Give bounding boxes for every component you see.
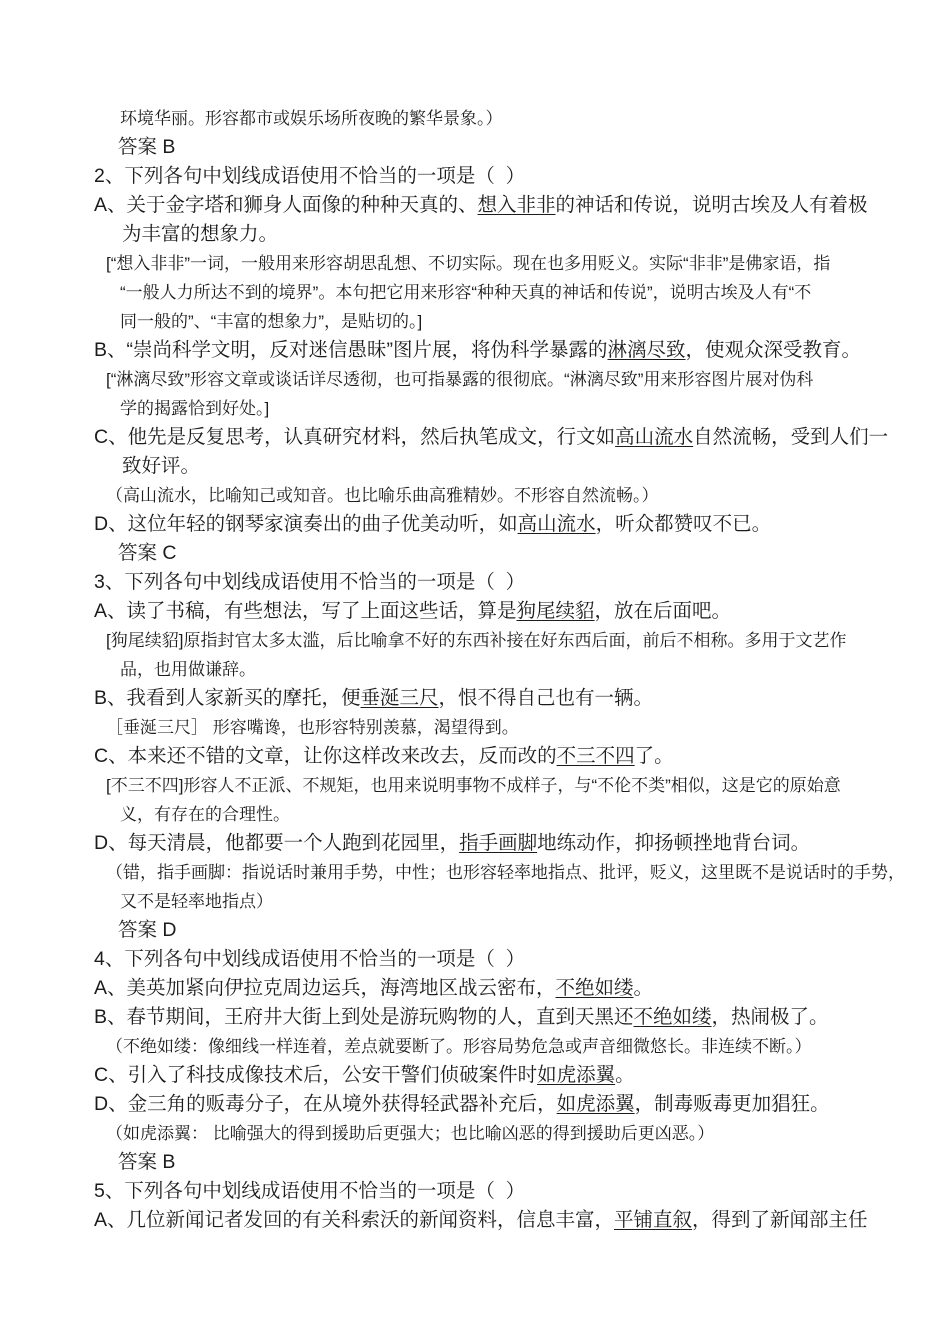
text-segment: 了。 xyxy=(634,745,674,767)
option-line xyxy=(94,336,880,365)
option-line xyxy=(94,191,880,220)
option-line xyxy=(94,423,889,452)
text-segment: 的神话和传说，说明古埃及人有着极 xyxy=(555,194,868,216)
question-stem xyxy=(94,945,880,974)
text-segment: D、金三角的贩毒分子，在从境外获得轻武器补充后， xyxy=(94,1093,557,1115)
explanation-continuation xyxy=(120,104,880,133)
option-line xyxy=(94,1061,880,1090)
underlined-idiom: 不三不四 xyxy=(556,745,635,767)
text-segment: （不绝如缕：像细线一样连着，差点就要断了。形容局势危急或声音细微悠长。非连续不断。） xyxy=(106,1037,812,1056)
text-segment: 答案 B xyxy=(118,136,176,158)
explanation-line xyxy=(106,626,880,655)
underlined-idiom: 淋漓尽致 xyxy=(607,339,686,361)
option-line xyxy=(94,1206,880,1235)
text-segment: ，恨不得自己也有一辆。 xyxy=(438,687,654,709)
option-line xyxy=(94,684,880,713)
text-segment: 。 xyxy=(615,1064,635,1086)
text-segment: [狗尾续貂]原指封官太多太滥，后比喻拿不好的东西补接在好东西后面，前后不相称。多用于文艺作 xyxy=(106,631,847,650)
text-segment: 同一般的”、“丰富的想象力”，是贴切的。] xyxy=(120,312,423,331)
text-segment: 答案 C xyxy=(118,542,177,564)
option-line xyxy=(94,510,880,539)
option-continuation xyxy=(122,452,880,481)
explanation-line xyxy=(106,771,880,800)
text-segment: 自然流畅，受到人们一 xyxy=(693,426,889,448)
explanation-continuation xyxy=(120,655,880,684)
text-segment: 2、下列各句中划线成语使用不恰当的一项是（ ） xyxy=(94,165,526,187)
text-segment: 致好评。 xyxy=(122,455,201,477)
explanation-continuation xyxy=(120,307,880,336)
underlined-idiom: 如虎添翼 xyxy=(537,1064,616,1086)
underlined-idiom: 不绝如缕 xyxy=(633,1006,712,1028)
explanation-continuation xyxy=(120,278,880,307)
text-segment: ，热闹极了。 xyxy=(711,1006,829,1028)
explanation-continuation xyxy=(120,800,880,829)
explanation-line xyxy=(106,1032,880,1061)
text-segment: A、读了书稿，有些想法，写了上面这些话，算是 xyxy=(94,600,517,622)
text-segment: 学的揭露恰到好处。] xyxy=(120,399,270,418)
answer-line xyxy=(118,916,880,945)
text-segment: [“淋漓尽致”形容文章或谈话详尽透彻，也可指暴露的很彻底。“淋漓尽致”用来形容图片展对伪科 xyxy=(106,370,814,389)
text-segment: A、关于金字塔和狮身人面像的种种天真的、 xyxy=(94,194,478,216)
underlined-idiom: 指手画脚 xyxy=(459,832,538,854)
explanation-line xyxy=(106,1119,880,1148)
text-segment: C、他先是反复思考，认真研究材料，然后执笔成文，行文如 xyxy=(94,426,616,448)
option-line xyxy=(94,1003,880,1032)
text-segment: ［垂涎三尺］ 形容嘴谗，也形容特别羡慕，渴望得到。 xyxy=(106,718,519,737)
question-stem xyxy=(94,1177,880,1206)
text-segment: 答案 D xyxy=(118,919,177,941)
text-segment: ，使观众深受教育。 xyxy=(685,339,862,361)
answer-line xyxy=(118,1148,880,1177)
text-segment: ，听众都赞叹不已。 xyxy=(595,513,772,535)
explanation-continuation xyxy=(120,394,880,423)
text-segment: （如虎添翼： 比喻强大的得到援助后更强大；也比喻凶恶的得到援助后更凶恶。） xyxy=(106,1124,715,1143)
text-segment: B、春节期间，王府井大街上到处是游玩购物的人，直到天黑还 xyxy=(94,1006,634,1028)
underlined-idiom: 不绝如缕 xyxy=(555,977,634,999)
option-line xyxy=(94,597,880,626)
explanation-line xyxy=(106,858,905,887)
answer-line xyxy=(118,539,880,568)
underlined-idiom: 高山流水 xyxy=(517,513,596,535)
text-segment: （高山流水，比喻知己或知音。也比喻乐曲高雅精妙。不形容自然流畅。） xyxy=(106,486,659,505)
explanation-line xyxy=(106,481,880,510)
text-segment: A、几位新闻记者发回的有关科索沃的新闻资料，信息丰富， xyxy=(94,1209,615,1231)
text-segment: ，放在后面吧。 xyxy=(594,600,732,622)
text-segment: B、我看到人家新买的摩托，便 xyxy=(94,687,361,709)
text-segment: A、美英加紧向伊拉克周边运兵，海湾地区战云密布， xyxy=(94,977,556,999)
underlined-idiom: 垂涎三尺 xyxy=(360,687,439,709)
text-segment: 为丰富的想象力。 xyxy=(122,223,279,245)
text-segment: 环境华丽。形容都市或娱乐场所夜晚的繁华景象。） xyxy=(120,109,503,128)
text-segment: B、“崇尚科学文明，反对迷信愚昧”图片展，将伪科学暴露的 xyxy=(94,339,608,361)
text-segment: ，得到了新闻部主任 xyxy=(692,1209,868,1231)
question-stem xyxy=(94,568,880,597)
option-line xyxy=(94,1090,880,1119)
underlined-idiom: 如虎添翼 xyxy=(556,1093,635,1115)
explanation-line xyxy=(106,365,880,394)
text-segment: D、这位年轻的钢琴家演奏出的曲子优美动听，如 xyxy=(94,513,518,535)
underlined-idiom: 高山流水 xyxy=(615,426,694,448)
underlined-idiom: 狗尾续貂 xyxy=(516,600,595,622)
text-segment: D、每天清晨，他都要一个人跑到花园里， xyxy=(94,832,460,854)
question-stem xyxy=(94,162,880,191)
explanation-line xyxy=(106,249,880,278)
text-segment: 品，也用做谦辞。 xyxy=(120,660,256,679)
option-continuation xyxy=(122,220,880,249)
option-line xyxy=(94,829,880,858)
text-segment: 地练动作，抑扬顿挫地背台词。 xyxy=(537,832,811,854)
text-segment: 义，有存在的合理性。 xyxy=(120,805,290,824)
explanation-line xyxy=(106,713,880,742)
answer-line xyxy=(118,133,880,162)
text-segment: 又不是轻率地指点） xyxy=(120,892,273,911)
text-segment: （错，指手画脚：指说话时兼用手势，中性；也形容轻率地指点、批评，贬义，这里既不是说话时的手势， xyxy=(106,863,905,882)
underlined-idiom: 想入非非 xyxy=(477,194,556,216)
text-segment: 3、下列各句中划线成语使用不恰当的一项是（ ） xyxy=(94,571,526,593)
text-segment: 答案 B xyxy=(118,1151,176,1173)
document-content xyxy=(94,104,905,1235)
text-segment: C、本来还不错的文章，让你这样改来改去，反而改的 xyxy=(94,745,557,767)
explanation-continuation xyxy=(120,887,880,916)
text-segment: 4、下列各句中划线成语使用不恰当的一项是（ ） xyxy=(94,948,526,970)
text-segment: 5、下列各句中划线成语使用不恰当的一项是（ ） xyxy=(94,1180,526,1202)
text-segment: 。 xyxy=(633,977,654,999)
underlined-idiom: 平铺直叙 xyxy=(614,1209,693,1231)
text-segment: [不三不四]形容人不正派、不规矩，也用来说明事物不成样子，与“不伦不类”相似，这是它的原始意 xyxy=(106,776,841,795)
option-line xyxy=(94,974,880,1003)
text-segment: “一般人力所达不到的境界”。本句把它用来形容“种种天真的神话和传说”，说明古埃及人有“不 xyxy=(120,283,812,302)
text-segment: [“想入非非”一词，一般用来形容胡思乱想、不切实际。现在也多用贬义。实际“非非”是佛家语，指 xyxy=(106,254,831,273)
text-segment: C、引入了科技成像技术后，公安干警们侦破案件时 xyxy=(94,1064,538,1086)
option-line xyxy=(94,742,880,771)
text-segment: ，制毒贩毒更加猖狂。 xyxy=(634,1093,830,1115)
